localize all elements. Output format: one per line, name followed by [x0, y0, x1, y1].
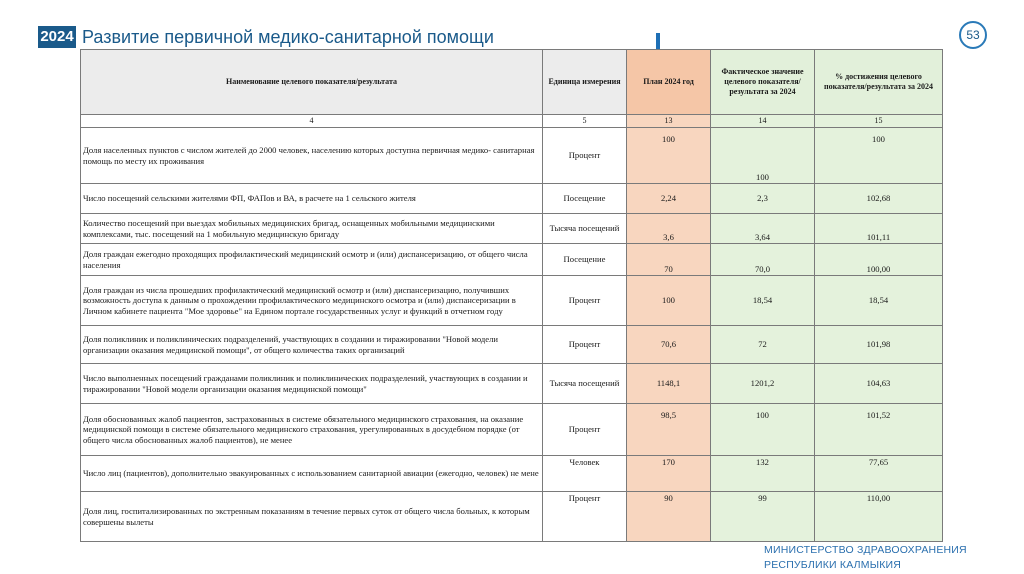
percent-value: 101,11 [815, 214, 943, 244]
plan-value: 3,6 [627, 214, 711, 244]
indicator-unit: Процент [543, 276, 627, 326]
plan-value: 100 [627, 276, 711, 326]
indicator-name: Число посещений сельскими жителями ФП, ФАПов и ВА, в расчете на 1 сельского жителя [81, 184, 543, 214]
table-row [81, 128, 943, 184]
fact-value: 99 [711, 492, 815, 542]
column-number-row [81, 115, 943, 128]
plan-value: 70 [627, 244, 711, 276]
header-plan: План 2024 год [627, 50, 711, 115]
header-unit: Единица измерения [543, 50, 627, 115]
indicator-unit: Процент [543, 326, 627, 364]
plan-value: 170 [627, 456, 711, 492]
fact-value: 3,64 [711, 214, 815, 244]
fact-value: 132 [711, 456, 815, 492]
indicator-unit: Процент [543, 492, 627, 542]
plan-value: 2,24 [627, 184, 711, 214]
percent-value: 18,54 [815, 276, 943, 326]
ministry-line-2: РЕСПУБЛИКИ КАЛМЫКИЯ [764, 559, 902, 571]
fact-value: 1201,2 [711, 364, 815, 404]
fact-value: 100 [711, 404, 815, 456]
ministry-footer [764, 543, 967, 573]
column-number: 5 [543, 115, 627, 128]
column-number: 13 [627, 115, 711, 128]
indicator-name: Доля граждан из числа прошедших профилактический медицинский осмотр и (или) диспансеризацию, получивших возможность доступа к данным о прохождении профилактического медицинского осмотра и (или) диспансеризации в Личном кабинете пациента "Мое здоровье" на Едином портале государственных услуг и функций в отчетном году [81, 276, 543, 326]
indicator-name: Количество посещений при выездах мобильных медицинских бригад, оснащенных мобильными медицинскими комплексами, тыс. посещений на 1 мобильную медицинскую бригаду [81, 214, 543, 244]
percent-value: 102,68 [815, 184, 943, 214]
column-number: 15 [815, 115, 943, 128]
fact-value: 2,3 [711, 184, 815, 214]
indicator-unit: Тысяча посещений [543, 214, 627, 244]
kpi-table [80, 49, 943, 542]
fact-value: 100 [711, 128, 815, 184]
page-number-badge: 53 [959, 21, 987, 49]
percent-value: 77,65 [815, 456, 943, 492]
table-row [81, 456, 943, 492]
table-row [81, 276, 943, 326]
table-row [81, 364, 943, 404]
plan-value: 90 [627, 492, 711, 542]
indicator-name: Доля обоснованных жалоб пациентов, застрахованных в системе обязательного медицинского страхования, на оказание медицинской помощи в системе обязательного медицинского страхования, урегулированных в досудебном порядке (от общего числа обоснованных жалоб пациентов), не менее [81, 404, 543, 456]
table-row [81, 244, 943, 276]
fact-value: 70,0 [711, 244, 815, 276]
table-row [81, 184, 943, 214]
table-row [81, 214, 943, 244]
column-number: 4 [81, 115, 543, 128]
percent-value: 101,98 [815, 326, 943, 364]
indicator-unit: Процент [543, 128, 627, 184]
ministry-line-1: МИНИСТЕРСТВО ЗДРАВООХРАНЕНИЯ [764, 544, 967, 556]
indicator-name: Число лиц (пациентов), дополнительно эвакуированных с использованием санитарной авиации (ежегодно, человек) не мене [81, 456, 543, 492]
year-badge: 2024 [38, 26, 76, 48]
indicator-unit: Посещение [543, 184, 627, 214]
indicator-name: Число выполненных посещений гражданами поликлиник и поликлинических подразделений, участвующих в создании и тиражировании "Новой модели организации оказания медицинской помощи" [81, 364, 543, 404]
percent-value: 104,63 [815, 364, 943, 404]
percent-value: 100,00 [815, 244, 943, 276]
fact-value: 18,54 [711, 276, 815, 326]
indicator-unit: Процент [543, 404, 627, 456]
header-name: Наименование целевого показателя/результата [81, 50, 543, 115]
table-row [81, 404, 943, 456]
plan-value: 100 [627, 128, 711, 184]
plan-value: 98,5 [627, 404, 711, 456]
fact-value: 72 [711, 326, 815, 364]
percent-value: 101,52 [815, 404, 943, 456]
plan-value: 1148,1 [627, 364, 711, 404]
indicator-unit: Тысяча посещений [543, 364, 627, 404]
indicator-name: Доля граждан ежегодно проходящих профилактический медицинский осмотр и (или) диспансеризацию, от общего числа населения [81, 244, 543, 276]
column-number: 14 [711, 115, 815, 128]
page-title: Развитие первичной медико-санитарной помощи [82, 27, 494, 47]
header-fact: Фактическое значение целевого показателя/результата за 2024 [711, 50, 815, 115]
table-row [81, 326, 943, 364]
indicator-name: Доля поликлиник и поликлинических подразделений, участвующих в создании и тиражировании "Новой модели организации оказания медицинской помощи", от общего количества таких организаций [81, 326, 543, 364]
percent-value: 110,00 [815, 492, 943, 542]
percent-value: 100 [815, 128, 943, 184]
indicator-unit: Человек [543, 456, 627, 492]
header-percent: % достижения целевого показателя/результата за 2024 [815, 50, 943, 115]
indicator-name: Доля лиц, госпитализированных по экстренным показаниям в течение первых суток от общего числа больных, к которым совершены вылеты [81, 492, 543, 542]
indicator-unit: Посещение [543, 244, 627, 276]
plan-value: 70,6 [627, 326, 711, 364]
table-row [81, 492, 943, 542]
indicator-name: Доля населенных пунктов с числом жителей до 2000 человек, населению которых доступна первичная медико- санитарная помощь по месту их проживания [81, 128, 543, 184]
